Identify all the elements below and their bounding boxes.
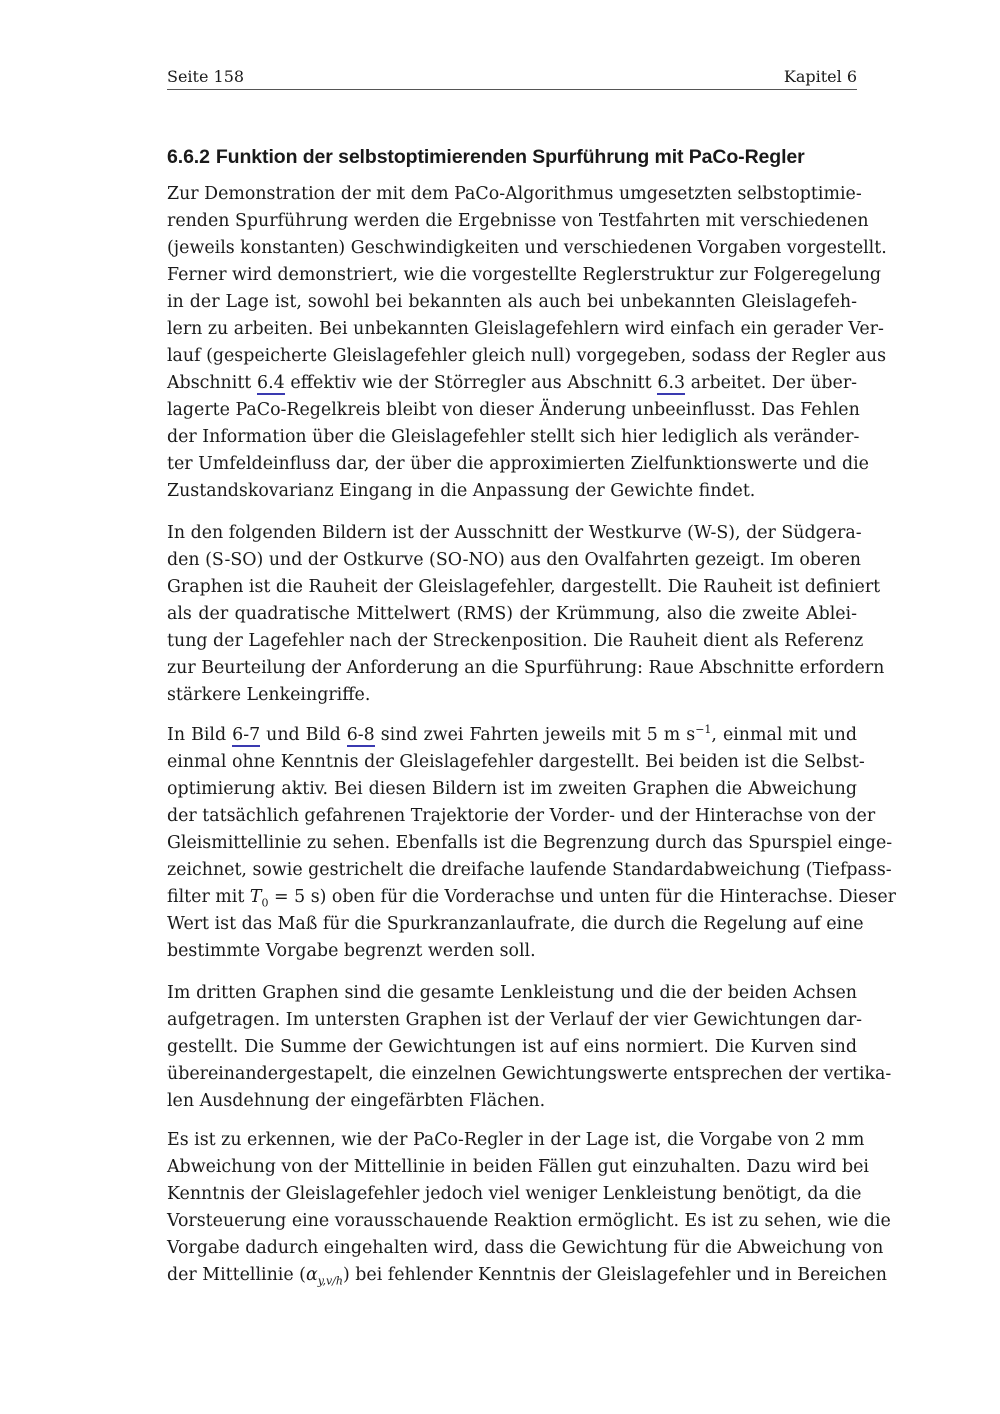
text-fragment: arbeitet. Der über- <box>685 373 858 393</box>
text-line: stärkere Lenkeingriffe. <box>167 685 371 705</box>
math-subscript: y,v/h <box>317 1274 343 1288</box>
figure-ref-6-8-link[interactable]: 6-8 <box>346 725 375 745</box>
text-line: einmal ohne Kenntnis der Gleislagefehler dargestellt. Bei beiden ist die Selbst- <box>167 752 865 772</box>
section-ref-6-3-link[interactable]: 6.3 <box>657 373 686 393</box>
text-fragment: Abschnitt <box>167 373 258 393</box>
text-line <box>167 370 857 397</box>
text-fragment: In Bild <box>167 725 233 745</box>
text-line: Vorgabe dadurch eingehalten wird, dass die Gewichtung für die Abweichung von <box>167 1238 884 1258</box>
section-heading <box>167 144 857 170</box>
text-line: in der Lage ist, sowohl bei bekannten als auch bei unbekannten Gleislagefeh- <box>167 292 857 312</box>
text-line: Kenntnis der Gleislagefehler jedoch viel weniger Lenkleistung benötigt, da die <box>167 1184 862 1204</box>
paragraph-3 <box>167 722 896 965</box>
figure-ref-6-7-link[interactable]: 6-7 <box>232 725 261 745</box>
page-number: Seite 158 <box>167 67 245 86</box>
text-line <box>167 1262 887 1289</box>
text-fragment: filter mit <box>167 887 250 907</box>
paragraph-5 <box>167 1127 891 1289</box>
paragraph-1 <box>167 181 887 505</box>
text-line: übereinandergestapelt, die einzelnen Gewichtungswerte entsprechen der vertika- <box>167 1064 892 1084</box>
paragraph-2 <box>167 520 885 709</box>
math-subscript: 0 <box>261 896 269 910</box>
text-line: Graphen ist die Rauheit der Gleislagefehler, dargestellt. Die Rauheit ist definiert <box>167 577 881 597</box>
text-line: den (S-SO) und der Ostkurve (SO-NO) aus den Ovalfahrten gezeigt. Im oberen <box>167 550 862 570</box>
text-line: Zur Demonstration der mit dem PaCo-Algorithmus umgesetzten selbstoptimie- <box>167 184 862 204</box>
text-line: Abweichung von der Mittellinie in beiden Fällen gut einzuhalten. Dazu wird bei <box>167 1157 869 1177</box>
text-line: der Information über die Gleislagefehler stellt sich hier lediglich als veränder- <box>167 427 860 447</box>
text-line: ter Umfeldeinfluss dar, der über die approximierten Zielfunktionswerte und die <box>167 454 869 474</box>
text-line: Ferner wird demonstriert, wie die vorgestellte Reglerstruktur zur Folgeregelung <box>167 265 882 285</box>
text-line: Gleismittellinie zu sehen. Ebenfalls ist die Begrenzung durch das Spurspiel einge- <box>167 833 893 853</box>
text-line: Es ist zu erkennen, wie der PaCo-Regler in der Lage ist, die Vorgabe von 2 mm <box>167 1130 865 1150</box>
text-line: Im dritten Graphen sind die gesamte Lenkleistung und die der beiden Achsen <box>167 983 857 1003</box>
text-line: lagerte PaCo-Regelkreis bleibt von dieser Änderung unbeeinflusst. Das Fehlen <box>167 400 860 420</box>
text-line: tung der Lagefehler nach der Streckenposition. Die Rauheit dient als Referenz <box>167 631 864 651</box>
text-fragment: der Mittellinie ( <box>167 1265 306 1285</box>
paragraph-4 <box>167 980 892 1115</box>
text-line <box>167 722 857 749</box>
text-line: zur Beurteilung der Anforderung an die Spurführung: Raue Abschnitte erfordern <box>167 658 885 678</box>
text-line: gestellt. Die Summe der Gewichtungen ist auf eins normiert. Die Kurven sind <box>167 1037 857 1057</box>
text-line: Wert ist das Maß für die Spurkranzanlaufrate, die durch die Regelung auf eine <box>167 914 864 934</box>
text-fragment: effektiv wie der Störregler aus Abschnitt <box>284 373 658 393</box>
chapter-label: Kapitel 6 <box>783 67 857 86</box>
running-header <box>167 67 857 90</box>
text-line: Vorsteuerung eine vorausschauende Reaktion ermöglicht. Es ist zu sehen, wie die <box>167 1211 891 1231</box>
text-fragment: und Bild <box>260 725 347 745</box>
text-line: renden Spurführung werden die Ergebnisse von Testfahrten mit verschiedenen <box>167 211 869 231</box>
text-line: In den folgenden Bildern ist der Ausschnitt der Westkurve (W-S), der Südgera- <box>167 523 862 543</box>
text-line: optimierung aktiv. Bei diesen Bildern ist im zweiten Graphen die Abweichung <box>167 779 857 799</box>
text-line: der tatsächlich gefahrenen Trajektorie der Vorder- und der Hinterachse von der <box>167 806 876 826</box>
section-ref-6-4-link[interactable]: 6.4 <box>257 373 285 393</box>
text-fragment: sind zwei Fahrten jeweils mit 5 m s <box>374 725 696 745</box>
text-line: aufgetragen. Im untersten Graphen ist der Verlauf der vier Gewichtungen dar- <box>167 1010 863 1030</box>
section-number: 6.6.2 <box>167 146 210 168</box>
text-line <box>167 884 896 911</box>
text-line: als der quadratische Mittelwert (RMS) der Krümmung, also die zweite Ablei- <box>167 604 857 624</box>
math-variable: α <box>305 1265 318 1285</box>
text-fragment: , einmal mit und <box>711 725 857 745</box>
text-line: lern zu arbeiten. Bei unbekannten Gleislagefehlern wird einfach ein gerader Ver- <box>167 319 884 339</box>
text-line: zeichnet, sowie gestrichelt die dreifache laufende Standardabweichung (Tiefpass- <box>167 860 892 880</box>
text-line: bestimmte Vorgabe begrenzt werden soll. <box>167 941 536 961</box>
text-line: (jeweils konstanten) Geschwindigkeiten und verschiedenen Vorgaben vorgestellt. <box>167 238 887 258</box>
math-variable: T <box>249 887 262 907</box>
unit-exponent: −1 <box>695 723 712 737</box>
text-fragment: ) bei fehlender Kenntnis der Gleislagefehler und in Bereichen <box>342 1265 887 1285</box>
text-line: Zustandskovarianz Eingang in die Anpassung der Gewichte findet. <box>167 481 756 501</box>
text-line: lauf (gespeicherte Gleislagefehler gleich null) vorgegeben, sodass der Regler aus <box>167 346 887 366</box>
section-title: Funktion der selbstoptimierenden Spurführung mit PaCo-Regler <box>215 146 805 168</box>
text-fragment: = 5 s) oben für die Vorderachse und unten für die Hinterachse. Dieser <box>268 887 896 907</box>
text-line: len Ausdehnung der eingefärbten Flächen. <box>167 1091 546 1111</box>
